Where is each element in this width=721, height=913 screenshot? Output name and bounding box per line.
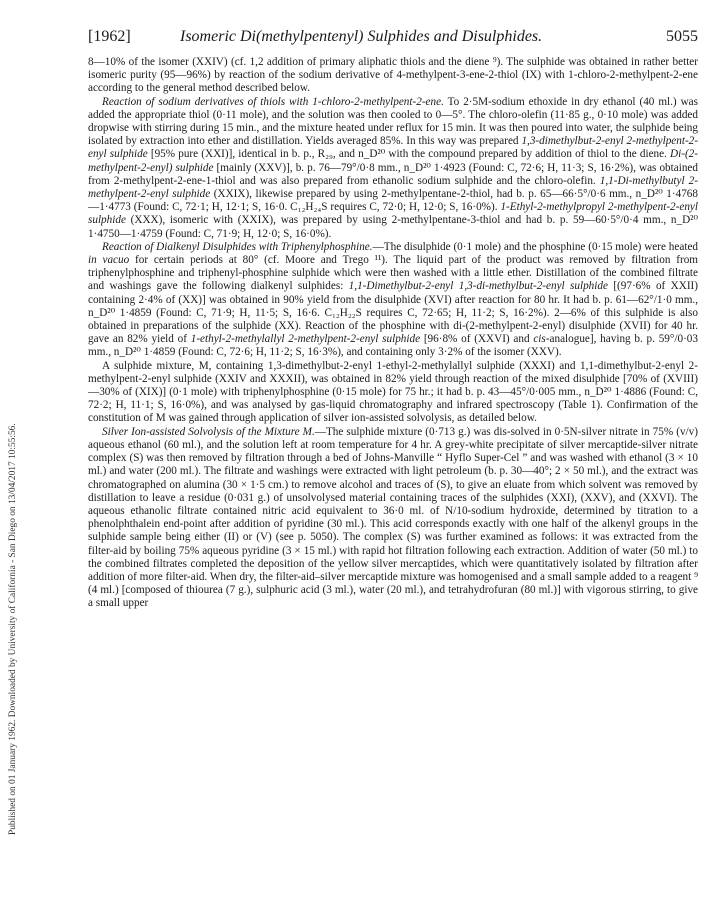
text-run: [95% pure (XXI)], identical in b. p., R₂₉, and n_D²⁰ with the compound prepared by addition of thiol to the diene. [147, 148, 671, 161]
text-run: 8—10% of the isomer (XXIV) (cf. 1,2 addition of primary aliphatic thiols and the diene ⁹). The sulphide was obtained in rather better isomeric purity (95—96%) by reaction of the sodium derivative of 4-methylpent-3-ene-2-thiol (IX) with 1-chloro-2-methylpent-2-ene according to the general method described below. [88, 56, 698, 95]
article-body [88, 56, 698, 611]
text-run: [96·8% of (XXVI) and [420, 333, 534, 346]
text-run: —The disulphide (0·1 mole) and the phosphine (0·15 mole) were heated [372, 240, 698, 253]
text-run: for certain periods at 80° (cf. Moore and Trego ¹¹). The liquid part of the product was removed by filtration from triphenylphosphine and triphenyl-phosphine sulphide which were then washed with a little ether. Distillation of the combined filtrate and washings gave the following dialkenyl sulphides: [88, 254, 699, 293]
paragraph [88, 56, 698, 96]
italic-text: Di-(2-methylpent-2-enyl) sulphide [88, 148, 699, 174]
italic-text: 1,1-Di-methylbutyl 2-methylpent-2-enyl sulphide [88, 174, 698, 201]
italic-text: 1,1-Dimethylbut-2-enyl 1,3-di-methylbut-2-enyl sulphide [348, 280, 608, 293]
italic-text: cis [533, 333, 546, 346]
text-run: A sulphide mixture, M, containing 1,3-dimethylbut-2-enyl 1-ethyl-2-methylallyl sulphide (XXXI) and 1,1-dimethylbut-2-enyl 2-methylpent-2-enyl sulphide (XXIV and XXXII), was obtained in 82% yield through reaction of the mixed disulphide [70% of (XVIII)—30% of (XIX)] (0·1 mole) with triphenylphosphine (0·15 mole) for 75 hr.; it had b. p. 43—45°/0·005 mm., n_D²⁰ 1·4886 (Found: C, 72·2; H, 11·1; S, 16·0%), and was analysed by gas-liquid chromatography and infrared spectroscopy (Table 1). Confirmation of the constitution of M was gained through application of silver ion-assisted solvolysis, as detailed below. [88, 359, 698, 425]
italic-text: 1-Ethyl-2-methylpropyl 2-methylpent-2-enyl sulphide [88, 201, 698, 227]
paragraph [88, 241, 698, 360]
header-year: [1962] [88, 28, 131, 45]
text-run: (XXX), isomeric with (XXIX), was prepared by using 2-methylpentane-3-thiol and had b. p. 59—60·5°/0·4 mm., n_D²⁰ 1·4750—1·4759 (Found: C, 71·9; H, 12·0; S, 16·0%). [88, 214, 698, 240]
running-header [88, 24, 698, 50]
text-run: -analogue], having b. p. 59°/0·03 mm., n_D²⁰ 1·4859 (Found: C, 72·6; H, 11·2; S, 16·3%), and containing only 3·2% of the isomer (XXV). [88, 333, 698, 359]
paragraph [88, 360, 698, 426]
page-number: 5055 [666, 28, 698, 45]
text-run: [(97·6% of XXII) containing 2·4% of (XX)] was obtained in 90% yield from the disulphide (XVI) after reaction for 80 hr. It had b. p. 61—62°/1·0 mm., n_D²⁰ 1·4859 (Found: C, 71·9; H, 11·5; S, 16·6. C₁₂H₂₂S requires C, 72·65; H, 11·2; S, 16·2%). 2—6% of this sulphide is also obtained in preparations of the sulphide (XX). Reaction of the phosphine with di-(2-methylpent-2-enyl) disulphide (XVII) for 40 hr. gave an 82% yield of [88, 280, 698, 346]
download-notice-text: Published on 01 January 1962. Downloaded by University of California - San Diego on 13/04/2017 10:55:56. [8, 423, 18, 835]
text-run: —The sulphide mixture (0·713 g.) was dis-solved in 0·5N-silver nitrate in 75% (v/v) aqueous ethanol (60 ml.), and the solution left at room temperature for 4 hr. A grey-white precipitate of silver mercaptide-silver nitrate complex (S) was then removed by filtration through a bed of Johns-Manville “ Hyflo Super-Cel ” and was washed with ethanol (3 × 10 ml.) and water (200 ml.). The filtrate and washings were extracted with light petroleum (b. p. 30—40°; 2 × 50 ml.), and the extract was chromatographed on alumina (30 × 1·5 cm.) to remove alcohol and traces of (S), to give an eluate from which solvent was removed by distillation to leave a residue (0·031 g.) of unsolvolysed material containing traces of the sulphides (XXI), (XXV), and (XXVI). The aqueous ethanolic filtrate contained nitric acid equivalent to 36·0 ml. of N/10-sodium hydroxide, determined by titration to a phenolphthalein end-point after addition of pyridine (30 ml.). This acid corresponds exactly with one half of the alkenyl groups in the sulphide sample being either (II) or (V) (see p. 5050). The complex (S) was further examined as follows: it was extracted from the filter-aid by boiling 75% aqueous pyridine (3 × 15 ml.) with rapid hot filtration following each extraction. Addition of water (50 ml.) to the combined filtrates completed the deposition of the yellow silver mercaptides, which were quantitatively isolated by filtration after addition of more filter-aid. When dry, the filter-aid–silver mercaptide mixture was homogenised and a small sample added to a reagent ⁹ (4 ml.) [composed of thiourea (7 g.), sulphuric acid (3 ml.), water (20 ml.), and tetrahydrofuran (80 ml.)] with vigorous stirring, to give a small upper [88, 425, 698, 610]
italic-text: Reaction of sodium derivatives of thiols with 1-chloro-2-methylpent-2-ene. [102, 95, 444, 108]
header-title: Isomeric Di(methylpentenyl) Sulphides and Disulphides. [180, 28, 543, 45]
italic-text: 1-ethyl-2-methylallyl 2-methylpent-2-enyl sulphide [190, 333, 421, 346]
text-run: To 2·5M-sodium ethoxide in dry ethanol (40 ml.) was added the appropriate thiol (0·11 mole), and the solution was then cooled to 0—5°. The chloro-olefin (11·85 g., 0·10 mole) was added dropwise with stirring during 15 min., and the mixture heated under reflux for 15 min. It was then poured into water, the sulphide being isolated by extraction into ether and distillation. Yields averaged 85%. In this way was prepared [88, 95, 698, 148]
italic-text: Silver Ion-assisted Solvolysis of the Mixture M. [102, 425, 315, 438]
italic-text: 1,3-dimethylbut-2-enyl 2-methylpent-2-enyl sulphide [88, 135, 698, 161]
paragraph [88, 426, 698, 611]
download-notice-sidebar [6, 95, 20, 835]
italic-text: Reaction of Dialkenyl Disulphides with Triphenylphosphine. [102, 240, 373, 253]
paragraph [88, 96, 698, 241]
text-run: (XXIX), likewise prepared by using 2-methylpentane-2-thiol, had b. p. 65—66·5°/0·6 mm., n_D²⁰ 1·4768—1·4773 (Found: C, 72·1; H, 12·1; S, 16·0. C₁₂H₂₄S requires C, 72·0; H, 12·0; S, 16·0%). [88, 188, 698, 214]
italic-text: in vacuo [88, 254, 130, 267]
text-run: [mainly (XXV)], b. p. 76—79°/0·8 mm., n_D²⁰ 1·4923 (Found: C, 72·6; H, 11·3; S, 16·2%), was obtained from 2-methylpent-2-ene-1-thiol and was also prepared from ethanolic sodium sulphide and the chloro-olefin. [88, 161, 698, 187]
